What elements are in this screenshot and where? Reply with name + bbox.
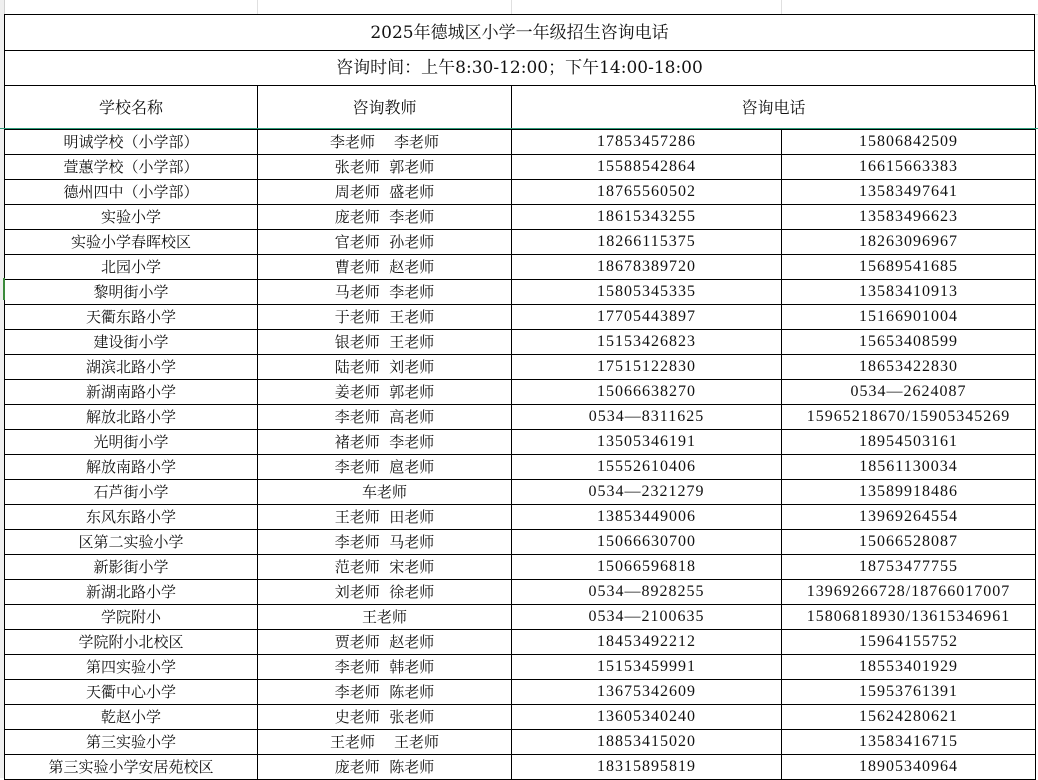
table-row bbox=[5, 280, 1036, 305]
phone-cell-2[interactable]: 15965218670/15905345269 bbox=[782, 405, 1036, 430]
phone-cell-2[interactable]: 15653408599 bbox=[782, 330, 1036, 355]
teacher-cell[interactable]: 庞老师 李老师 bbox=[258, 205, 512, 230]
school-cell[interactable]: 明诚学校（小学部） bbox=[5, 130, 258, 155]
teacher-cell[interactable]: 于老师 王老师 bbox=[258, 305, 512, 330]
teacher-cell[interactable]: 李老师 扈老师 bbox=[258, 455, 512, 480]
phone-cell-1[interactable]: 17515122830 bbox=[512, 355, 782, 380]
school-cell[interactable]: 学院附小北校区 bbox=[5, 630, 258, 655]
teacher-cell[interactable]: 马老师 李老师 bbox=[258, 280, 512, 305]
phone-cell-2[interactable]: 15066528087 bbox=[782, 530, 1036, 555]
table-row bbox=[5, 655, 1036, 680]
phone-cell-2[interactable]: 13583410913 bbox=[782, 280, 1036, 305]
school-cell[interactable]: 解放南路小学 bbox=[5, 455, 258, 480]
teacher-cell[interactable]: 王老师 bbox=[258, 605, 512, 630]
teacher-cell[interactable]: 车老师 bbox=[258, 480, 512, 505]
teacher-cell[interactable]: 李老师 韩老师 bbox=[258, 655, 512, 680]
school-cell[interactable]: 德州四中（小学部） bbox=[5, 180, 258, 205]
phone-cell-1[interactable]: 0534—8928255 bbox=[512, 580, 782, 605]
school-cell[interactable]: 天衢中心小学 bbox=[5, 680, 258, 705]
phone-cell-2[interactable]: 16615663383 bbox=[782, 155, 1036, 180]
phone-cell-2[interactable]: 15166901004 bbox=[782, 305, 1036, 330]
phone-cell-1[interactable]: 13675342609 bbox=[512, 680, 782, 705]
teacher-cell[interactable]: 褚老师 李老师 bbox=[258, 430, 512, 455]
table-header-row bbox=[5, 86, 1036, 130]
teacher-cell[interactable]: 曹老师 赵老师 bbox=[258, 255, 512, 280]
teacher-cell[interactable]: 周老师 盛老师 bbox=[258, 180, 512, 205]
school-cell[interactable]: 黎明街小学 bbox=[5, 280, 258, 305]
school-cell[interactable]: 学院附小 bbox=[5, 605, 258, 630]
table-row bbox=[5, 255, 1036, 280]
school-cell[interactable]: 建设街小学 bbox=[5, 330, 258, 355]
phone-cell-1[interactable]: 15588542864 bbox=[512, 155, 782, 180]
phone-cell-1[interactable]: 13853449006 bbox=[512, 505, 782, 530]
phone-cell-1[interactable]: 18266115375 bbox=[512, 230, 782, 255]
school-cell[interactable]: 区第二实验小学 bbox=[5, 530, 258, 555]
teacher-cell[interactable]: 刘老师 徐老师 bbox=[258, 580, 512, 605]
phone-cell-2[interactable]: 15953761391 bbox=[782, 680, 1036, 705]
phone-cell-1[interactable]: 13605340240 bbox=[512, 705, 782, 730]
header-school[interactable]: 学校名称 bbox=[5, 86, 258, 130]
phone-cell-2[interactable]: 15689541685 bbox=[782, 255, 1036, 280]
teacher-cell[interactable]: 姜老师 郭老师 bbox=[258, 380, 512, 405]
phone-cell-2[interactable]: 18263096967 bbox=[782, 230, 1036, 255]
sheet-title[interactable]: 2025年德城区小学一年级招生咨询电话 bbox=[4, 14, 1035, 50]
header-teacher[interactable]: 咨询教师 bbox=[258, 86, 512, 130]
phone-cell-1[interactable]: 18315895819 bbox=[512, 755, 782, 780]
phone-cell-1[interactable]: 13505346191 bbox=[512, 430, 782, 455]
table-row bbox=[5, 630, 1036, 655]
phone-cell-1[interactable]: 15066596818 bbox=[512, 555, 782, 580]
teacher-cell[interactable]: 李老师 李老师 bbox=[258, 130, 512, 155]
school-cell[interactable]: 光明街小学 bbox=[5, 430, 258, 455]
school-cell[interactable]: 新湖北路小学 bbox=[5, 580, 258, 605]
teacher-cell[interactable]: 王老师 王老师 bbox=[258, 730, 512, 755]
phone-cell-1[interactable]: 0534—2321279 bbox=[512, 480, 782, 505]
teacher-cell[interactable]: 李老师 陈老师 bbox=[258, 680, 512, 705]
header-phone[interactable]: 咨询电话 bbox=[512, 86, 1036, 130]
school-cell[interactable]: 新湖南路小学 bbox=[5, 380, 258, 405]
phone-cell-2[interactable]: 15964155752 bbox=[782, 630, 1036, 655]
phone-cell-2[interactable]: 18753477755 bbox=[782, 555, 1036, 580]
phone-cell-2[interactable]: 18561130034 bbox=[782, 455, 1036, 480]
table-row bbox=[5, 330, 1036, 355]
table-row bbox=[5, 480, 1036, 505]
teacher-cell[interactable]: 张老师 郭老师 bbox=[258, 155, 512, 180]
teacher-cell[interactable]: 贾老师 赵老师 bbox=[258, 630, 512, 655]
phone-cell-1[interactable]: 17705443897 bbox=[512, 305, 782, 330]
phone-cell-1[interactable]: 18853415020 bbox=[512, 730, 782, 755]
phone-cell-1[interactable]: 0534—8311625 bbox=[512, 405, 782, 430]
teacher-cell[interactable]: 王老师 田老师 bbox=[258, 505, 512, 530]
table-row bbox=[5, 305, 1036, 330]
table-row bbox=[5, 380, 1036, 405]
phone-cell-2[interactable]: 18653422830 bbox=[782, 355, 1036, 380]
teacher-cell[interactable]: 史老师 张老师 bbox=[258, 705, 512, 730]
teacher-cell[interactable]: 范老师 宋老师 bbox=[258, 555, 512, 580]
phone-cell-2[interactable]: 18905340964 bbox=[782, 755, 1036, 780]
teacher-cell[interactable]: 官老师 孙老师 bbox=[258, 230, 512, 255]
phone-cell-2[interactable]: 13583496623 bbox=[782, 205, 1036, 230]
phone-cell-2[interactable]: 15806842509 bbox=[782, 130, 1036, 155]
table-row bbox=[5, 405, 1036, 430]
phone-cell-2[interactable]: 15806818930/13615346961 bbox=[782, 605, 1036, 630]
school-cell[interactable]: 北园小学 bbox=[5, 255, 258, 280]
teacher-cell[interactable]: 庞老师 陈老师 bbox=[258, 755, 512, 780]
phone-cell-1[interactable]: 15066630700 bbox=[512, 530, 782, 555]
phone-cell-1[interactable]: 15153459991 bbox=[512, 655, 782, 680]
phone-cell-2[interactable]: 15624280621 bbox=[782, 705, 1036, 730]
school-cell[interactable]: 乾赵小学 bbox=[5, 705, 258, 730]
school-cell[interactable]: 新影街小学 bbox=[5, 555, 258, 580]
table-row bbox=[5, 205, 1036, 230]
school-cell[interactable]: 东风东路小学 bbox=[5, 505, 258, 530]
phone-cell-2[interactable]: 18553401929 bbox=[782, 655, 1036, 680]
school-cell[interactable]: 实验小学春晖校区 bbox=[5, 230, 258, 255]
table-row bbox=[5, 580, 1036, 605]
phone-cell-1[interactable]: 18615343255 bbox=[512, 205, 782, 230]
table-row bbox=[5, 605, 1036, 630]
phone-cell-1[interactable]: 15153426823 bbox=[512, 330, 782, 355]
table-row bbox=[5, 130, 1036, 155]
phone-cell-2[interactable]: 0534—2624087 bbox=[782, 380, 1036, 405]
table-row bbox=[5, 155, 1036, 180]
phone-cell-2[interactable]: 13589918486 bbox=[782, 480, 1036, 505]
consult-hours[interactable]: 咨询时间：上午8:30-12:00；下午14:00-18:00 bbox=[4, 50, 1035, 85]
school-cell[interactable]: 萱蕙学校（小学部） bbox=[5, 155, 258, 180]
table-row bbox=[5, 555, 1036, 580]
phone-cell-1[interactable]: 15066638270 bbox=[512, 380, 782, 405]
table-row bbox=[5, 705, 1036, 730]
teacher-cell[interactable]: 李老师 高老师 bbox=[258, 405, 512, 430]
table-row bbox=[5, 730, 1036, 755]
active-cell-indicator bbox=[3, 278, 5, 300]
phone-cell-2[interactable]: 13969264554 bbox=[782, 505, 1036, 530]
school-cell[interactable]: 第三实验小学 bbox=[5, 730, 258, 755]
teacher-cell[interactable]: 陆老师 刘老师 bbox=[258, 355, 512, 380]
phone-cell-2[interactable]: 13969266728/18766017007 bbox=[782, 580, 1036, 605]
table-row bbox=[5, 530, 1036, 555]
table-row bbox=[5, 355, 1036, 380]
table-row bbox=[5, 180, 1036, 205]
phone-cell-1[interactable]: 0534—2100635 bbox=[512, 605, 782, 630]
school-cell[interactable]: 第四实验小学 bbox=[5, 655, 258, 680]
phone-cell-1[interactable]: 18678389720 bbox=[512, 255, 782, 280]
phone-cell-1[interactable]: 18765560502 bbox=[512, 180, 782, 205]
phone-cell-1[interactable]: 15805345335 bbox=[512, 280, 782, 305]
school-cell[interactable]: 第三实验小学安居苑校区 bbox=[5, 755, 258, 780]
phone-cell-2[interactable]: 13583497641 bbox=[782, 180, 1036, 205]
table-row bbox=[5, 230, 1036, 255]
table-row bbox=[5, 430, 1036, 455]
school-cell[interactable]: 天衢东路小学 bbox=[5, 305, 258, 330]
table-row bbox=[5, 680, 1036, 705]
school-cell[interactable]: 湖滨北路小学 bbox=[5, 355, 258, 380]
phone-cell-1[interactable]: 15552610406 bbox=[512, 455, 782, 480]
phone-cell-1[interactable]: 17853457286 bbox=[512, 130, 782, 155]
phone-cell-2[interactable]: 18954503161 bbox=[782, 430, 1036, 455]
table-row bbox=[5, 755, 1036, 780]
selection-border bbox=[0, 128, 1038, 129]
sheet-top-strip bbox=[0, 0, 1038, 15]
school-cell[interactable]: 实验小学 bbox=[5, 205, 258, 230]
phone-cell-1[interactable]: 18453492212 bbox=[512, 630, 782, 655]
teacher-cell[interactable]: 李老师 马老师 bbox=[258, 530, 512, 555]
school-cell[interactable]: 石芦街小学 bbox=[5, 480, 258, 505]
school-table bbox=[4, 85, 1036, 780]
teacher-cell[interactable]: 银老师 王老师 bbox=[258, 330, 512, 355]
table-row bbox=[5, 455, 1036, 480]
phone-cell-2[interactable]: 13583416715 bbox=[782, 730, 1036, 755]
table-row bbox=[5, 505, 1036, 530]
school-cell[interactable]: 解放北路小学 bbox=[5, 405, 258, 430]
